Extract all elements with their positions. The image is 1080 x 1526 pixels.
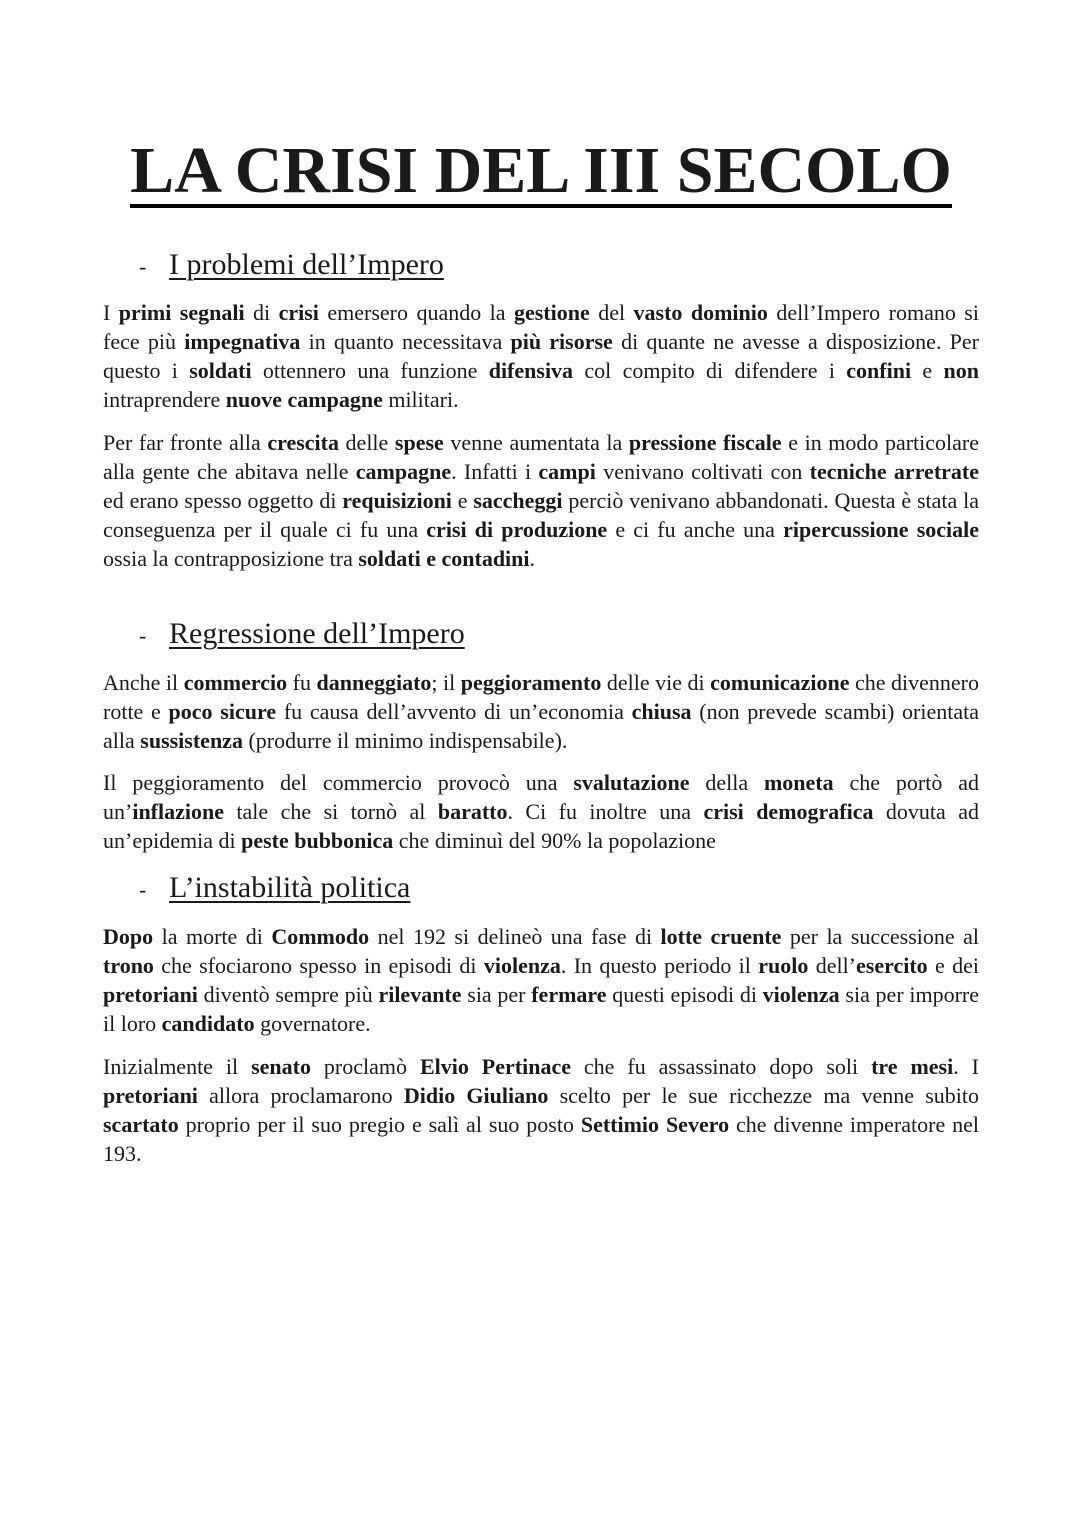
bold-term: peggioramento: [460, 670, 602, 695]
text-run: che diminuì del 90% la popolazione: [393, 828, 716, 853]
bold-term: pretoriani: [103, 982, 198, 1007]
bold-term: comunicazione: [710, 670, 850, 695]
text-run: e in modo particolare alla gente che abitava nelle: [103, 430, 979, 484]
bold-term: candidato: [161, 1011, 255, 1036]
text-run: Il peggioramento del commercio provocò una: [103, 770, 574, 795]
bullet-dash: -: [139, 254, 147, 280]
text-run: delle: [338, 430, 395, 455]
text-run: Inizialmente il: [103, 1054, 252, 1079]
bold-term: Commodo: [271, 924, 370, 949]
bold-term: scartato: [103, 1112, 179, 1137]
page-title: [103, 134, 979, 208]
text-run: di quante ne avesse a disposizione. Per questo i: [103, 329, 980, 383]
text-run: (produrre il minimo indispensabile).: [242, 728, 568, 753]
bold-term: vasto dominio: [633, 300, 768, 325]
text-run: emersero quando la: [318, 300, 514, 325]
bold-term: campagne: [355, 459, 452, 484]
text-run: questi episodi di: [606, 982, 763, 1007]
text-run: e: [911, 358, 944, 383]
paragraph: [103, 1052, 979, 1168]
text-run: perciò venivano abbandonati. Questa è stata la conseguenza per il quale ci fu una: [103, 488, 979, 542]
text-run: diventò sempre più: [197, 982, 379, 1007]
bold-term: peste bubbonica: [241, 828, 394, 853]
text-run: I: [103, 300, 119, 325]
bold-term: rilevante: [378, 982, 462, 1007]
bold-term: crescita: [267, 430, 339, 455]
text-run: tale che si tornò al: [224, 799, 438, 824]
text-run: dell’Impero romano si fece più: [103, 300, 979, 354]
bold-term: più risorse: [510, 329, 613, 354]
bold-term: commercio: [183, 670, 288, 695]
text-run: dovuta ad un’epidemia di: [103, 799, 979, 853]
paragraph: [103, 668, 979, 755]
bold-term: crisi di produzione: [426, 517, 608, 542]
bullet-dash: -: [139, 877, 147, 903]
section-heading-instabilita: [139, 871, 410, 907]
bold-term: non: [943, 358, 979, 383]
bold-term: danneggiato: [316, 670, 432, 695]
section-heading-label: L’instabilità politica: [169, 871, 411, 904]
text-run: . Ci fu inoltre una: [507, 799, 704, 824]
bold-term: svalutazione: [573, 770, 690, 795]
bold-term: moneta: [763, 770, 834, 795]
text-run: ed erano spesso oggetto di: [103, 488, 343, 513]
bold-term: baratto: [437, 799, 508, 824]
text-run: che divenne imperatore nel 193.: [103, 1112, 979, 1166]
text-run: della: [689, 770, 764, 795]
text-run: di: [244, 300, 279, 325]
text-run: ottennero una funzione: [251, 358, 489, 383]
text-run: . Infatti i: [451, 459, 539, 484]
bold-term: campi: [538, 459, 596, 484]
bold-term: tre mesi: [871, 1054, 954, 1079]
paragraph: [103, 428, 979, 573]
bold-term: violenza: [762, 982, 840, 1007]
bold-term: confini: [846, 358, 912, 383]
section-heading-label: Regressione dell’Impero: [169, 617, 465, 650]
text-run: per la successione al: [781, 924, 980, 949]
bold-term: soldati e contadini: [358, 546, 530, 571]
text-run: scelto per le sue ricchezze ma venne subito: [548, 1083, 979, 1108]
text-run: fu: [287, 670, 317, 695]
paragraph: [103, 298, 979, 414]
bold-term: Settimio Severo: [580, 1112, 730, 1137]
text-run: .: [529, 546, 536, 571]
text-run: . In questo periodo il: [560, 953, 759, 978]
text-run: venivano coltivati con: [595, 459, 810, 484]
bold-term: trono: [103, 953, 154, 978]
text-run: Per far fronte alla: [103, 430, 268, 455]
bold-term: saccheggi: [473, 488, 563, 513]
text-run: che divennero rotte e: [103, 670, 979, 724]
bold-term: tecniche arretrate: [809, 459, 980, 484]
text-run: sia per imporre il loro: [103, 982, 980, 1036]
text-run: allora proclamarono: [197, 1083, 404, 1108]
section-heading-label: I problemi dell’Impero: [169, 248, 444, 281]
bold-term: ruolo: [758, 953, 809, 978]
bold-term: senato: [251, 1054, 311, 1079]
text-run: e dei: [927, 953, 979, 978]
bold-term: inflazione: [132, 799, 224, 824]
bold-term: fermare: [531, 982, 607, 1007]
bold-term: spese: [394, 430, 444, 455]
text-run: delle vie di: [601, 670, 711, 695]
bold-term: gestione: [513, 300, 590, 325]
bold-term: chiusa: [631, 699, 692, 724]
bold-term: primi segnali: [118, 300, 245, 325]
text-run: proclamò: [310, 1054, 420, 1079]
bold-term: crisi demografica: [703, 799, 874, 824]
text-run: che portò ad un’: [103, 770, 979, 824]
paragraph: [103, 768, 979, 855]
section-heading-regressione: [139, 617, 465, 653]
text-run: del: [589, 300, 634, 325]
text-run: col compito di difendere i: [573, 358, 847, 383]
bold-term: sussistenza: [140, 728, 243, 753]
bold-term: ripercussione sociale: [783, 517, 980, 542]
text-run: che sfociarono spesso in episodi di: [153, 953, 484, 978]
text-run: che fu assassinato dopo soli: [570, 1054, 872, 1079]
text-run: la morte di: [153, 924, 272, 949]
bold-term: Dopo: [103, 924, 154, 949]
text-run: proprio per il suo pregio e salì al suo posto: [178, 1112, 581, 1137]
page-title-text: LA CRISI DEL III SECOLO: [130, 134, 952, 207]
bold-term: soldati: [189, 358, 252, 383]
bold-term: lotte cruente: [660, 924, 782, 949]
text-run: . I: [953, 1054, 980, 1079]
text-run: e: [451, 488, 474, 513]
text-run: militari.: [382, 387, 459, 412]
bold-term: nuove campagne: [225, 387, 383, 412]
text-run: sia per: [461, 982, 532, 1007]
text-run: ossia la contrapposizione tra: [103, 546, 359, 571]
paragraph: [103, 922, 979, 1038]
text-run: Anche il: [103, 670, 184, 695]
bold-term: impegnativa: [184, 329, 301, 354]
bold-term: requisizioni: [342, 488, 452, 513]
bold-term: Didio Giuliano: [403, 1083, 549, 1108]
text-run: (non prevede scambi) orientata alla: [103, 699, 979, 753]
bold-term: esercito: [856, 953, 928, 978]
bold-term: poco sicure: [168, 699, 277, 724]
section-heading-problemi: [139, 248, 444, 284]
bold-term: crisi: [278, 300, 319, 325]
text-run: ; il: [431, 670, 461, 695]
text-run: in quanto necessitava: [300, 329, 511, 354]
bold-term: Elvio Pertinace: [419, 1054, 571, 1079]
bold-term: pretoriani: [103, 1083, 198, 1108]
text-run: venne aumentata la: [443, 430, 629, 455]
text-run: dell’: [808, 953, 857, 978]
text-run: nel 192 si delineò una fase di: [369, 924, 661, 949]
bold-term: difensiva: [488, 358, 574, 383]
text-run: governatore.: [254, 1011, 371, 1036]
bold-term: pressione fiscale: [628, 430, 782, 455]
text-run: e ci fu anche una: [607, 517, 784, 542]
bullet-dash: -: [139, 623, 147, 649]
text-run: intraprendere: [103, 387, 226, 412]
bold-term: violenza: [483, 953, 561, 978]
text-run: fu causa dell’avvento di un’economia: [276, 699, 632, 724]
